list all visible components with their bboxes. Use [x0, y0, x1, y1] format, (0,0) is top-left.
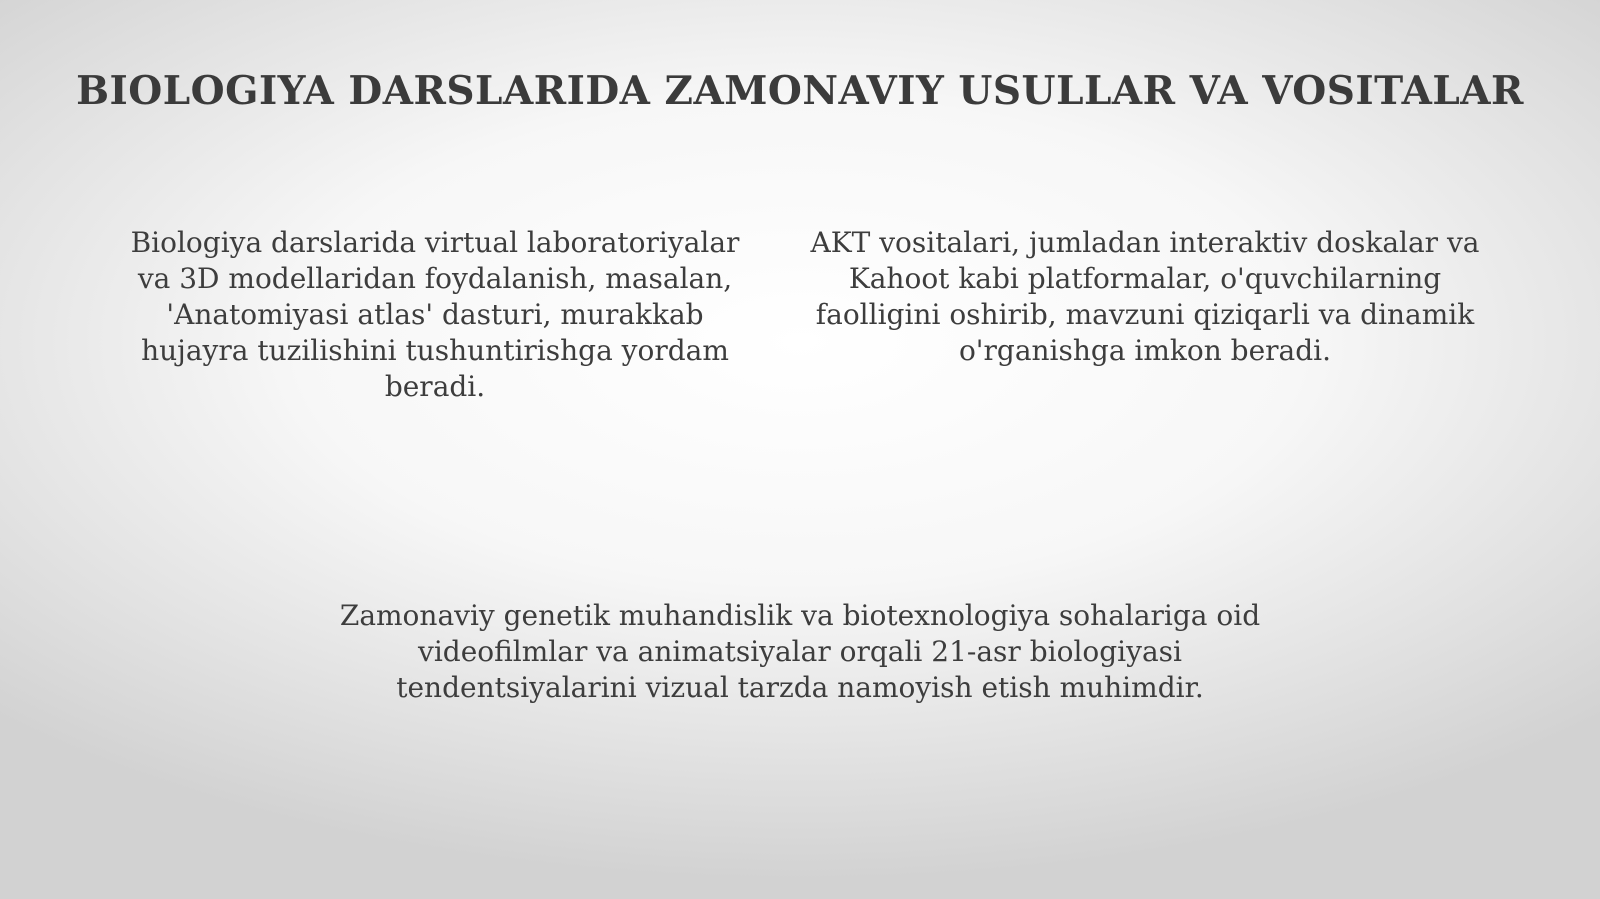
paragraph-genetic-engineering: Zamonaviy genetik muhandislik va biotexnologiya sohalariga oid videofilmlar va animatsiyalar orqali 21-asr biologiyasi tendentsiyalarini vizual tarzda namoyish etish muhimdir. — [339, 599, 1261, 704]
paragraph-ict-tools: AKT vositalari, jumladan interaktiv doskalar va Kahoot kabi platformalar, o'quvchilarning faolligini oshirib, mavzuni qiziqarli va dinamik o'rganishga imkon beradi. — [810, 226, 1480, 367]
slide-title: BIOLOGIYA DARSLARIDA ZAMONAVIY USULLAR VA VOSITALAR — [76, 68, 1524, 114]
paragraph-virtual-labs: Biologiya darslarida virtual laboratoriyalar va 3D modellaridan foydalanish, masalan, 'Anatomiyasi atlas' dasturi, murakkab hujayra tuzilishini tushuntirishga yordam beradi. — [130, 226, 740, 403]
